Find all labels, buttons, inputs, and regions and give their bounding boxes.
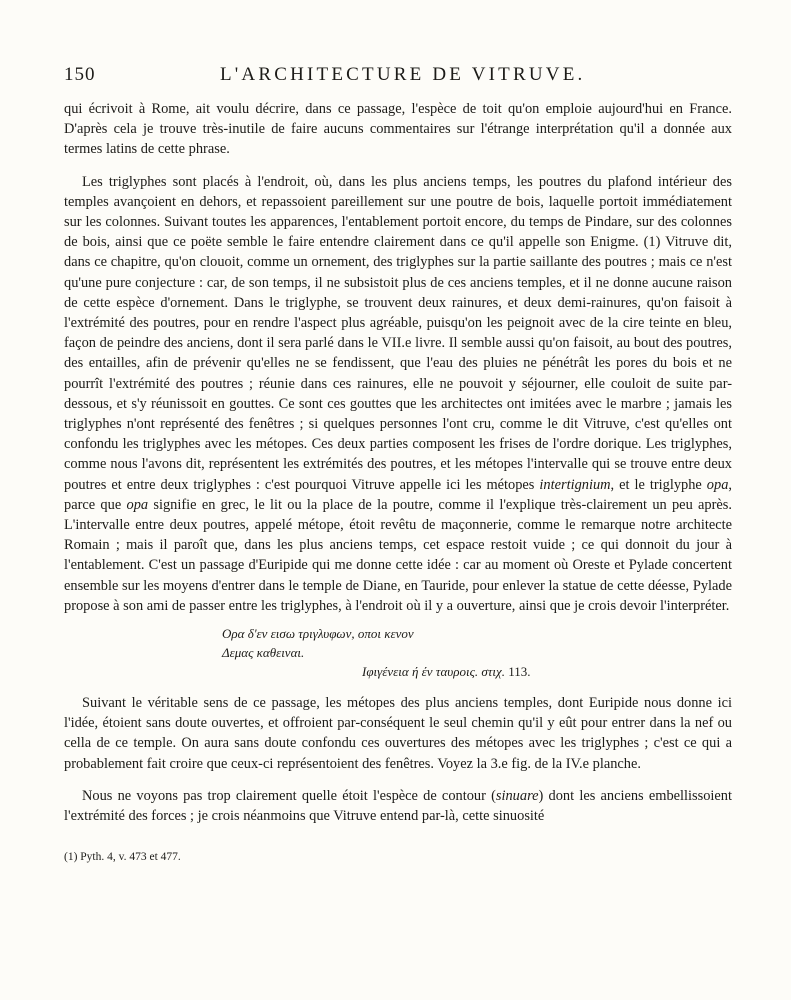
paragraph-4-text-b: ) dont les anciens embellissoient l'extrémité des forces ; je crois néanmoins que Vitruve entend par-là, cette sinuosité — [64, 787, 732, 825]
greek-quotation — [64, 624, 732, 681]
term-opa: opa — [706, 476, 729, 493]
greek-citation — [64, 662, 732, 681]
page-body — [64, 99, 732, 826]
paragraph-4 — [64, 786, 732, 826]
running-title: L'ARCHITECTURE DE VITRUVE. — [220, 64, 586, 85]
paragraph-2-text-a: Les triglyphes sont placés à l'endroit, où, dans les plus anciens temps, les poutres du plafond intérieur des temples avançoient en dehors, et repassoient pareillement sur une poutre de bois, laquelle portoit immédiatement sur les colonnes. Suivant toutes les apparences, l'entablement portoit encore, du temps de Pindare, sur des colonnes de bois, ainsi que ce poëte semble le faire entendre clairement dans ce qu'il appelle son Enigme. (1) Vitruve dit, dans ce chapitre, qu'on clouoit, comme un ornement, des triglyphes sur la partie saillante des poutres ; mais ce n'est qu'une pure conjecture : car, de son temps, il ne subsistoit plus de ces anciens temples, et il ne donne aucune raison de cette espèce d'ornement. Dans le triglyphe, se trouvent deux rainures, et deux demi-rainures, qu'on faisoit à l'extrémité des poutres, pour en rendre l'aspect plus agréable, puisqu'on les peignoit avec de la cire teinte en bleu, façon de peindre des anciens, dont il sera parlé dans le VII.e livre. Il semble aussi qu'on faisoit, au bout des poutres, des entailles, afin de prévenir qu'elles ne se fendissent, que l'eau des pluies ne pénétrât les pores du bois et ne pourrît l'extrémité des poutres ; réunie dans ces rainures, elle ne pouvoit y séjourner, elle couloit de suite par-dessous, et s'y réunissoit en gouttes. Ce sont ces gouttes que les architectes ont imitées avec le marbre ; jamais les triglyphes n'ont représenté des fenêtres ; si quelques personnes l'ont cru, comme le dit Vitruve, c'est qu'elles ont confondu les triglyphes avec les métopes. Ces deux parties composent les frises de l'ordre dorique. Les triglyphes, comme nous l'avons dit, représentent les extrémités des poutres, et les métopes l'intervalle qui se trouve entre deux poutres et entre deux triglyphes : c'est pourquoi Vitruve appelle ici les métopes — [64, 173, 732, 493]
term-intertignium: intertignium — [539, 476, 611, 493]
term-sinuare: sinuare — [495, 787, 539, 804]
paragraph-2-text-b: , et le triglyphe — [610, 476, 707, 493]
page-header — [60, 64, 732, 94]
paragraph-1: qui écrivoit à Rome, ait voulu décrire, dans ce passage, l'espèce de toit qu'on emploie aujourd'hui en France. D'après cela je trouve très-inutile de faire aucuns commentaires sur l'étrange interprétation qu'il a donnée aux termes latins de cette phrase. — [64, 101, 732, 158]
page-number: 150 — [64, 64, 96, 85]
paragraph-2-text-d: signifie en grec, le lit ou la place de la poutre, comme il l'explique très-clairement un peu après. L'intervalle entre deux poutres, appelé métope, étoit revêtu de maçonnerie, comme le remarque notre architecte Romain ; mais il paroît que, dans les plus anciens temps, cet espace restoit vuide ; ce qui donnoit du jour à l'entablement. C'est un passage d'Euripide qui me donne cette idée : car au moment où Oreste et Pylade concertent ensemble sur les moyens d'entrer dans le temple de Diane, en Tauride, pour enlever la statue de cette déesse, Pylade propose à son ami de passer entre les triglyphes, à l'endroit où il y a ouverture, ainsi que je crois devoir l'interpréter. — [64, 496, 733, 614]
greek-line-1: Ορα δ'εν εισω τριγλυφων, οποι κενον — [222, 626, 414, 642]
greek-citation-ref: 113. — [505, 664, 531, 680]
paragraph-4-text-a: Nous ne voyons pas trop clairement quelle étoit l'espèce de contour ( — [82, 787, 496, 804]
term-opa-2: opa — [126, 496, 149, 513]
paragraph-2 — [64, 172, 732, 616]
paragraph-3: Suivant le véritable sens de ce passage, les métopes des plus anciens temples, dont Euripide nous donne ici l'idée, étoient sans doute ouvertes, et offroient par-conséquent le seul chemin qu'il y eût pour entrer dans la nef ou cella de ce temple. On aura sans doute confondu ces ouvertures des métopes avec les triglyphes ; c'est ce qui a probablement fait croire que ceux-ci représentoient des fenêtres. Voyez la 3.e fig. de la IV.e planche. — [64, 695, 732, 772]
greek-line-2: Δεμας καθειναι. — [222, 645, 305, 661]
greek-citation-text: Ιφιγένεια ή έν ταυροις. στιχ. — [362, 664, 506, 680]
paragraph-2-text-c: , parce que — [64, 476, 732, 513]
footnote: (1) Pyth. 4, v. 473 et 477. — [64, 851, 181, 863]
